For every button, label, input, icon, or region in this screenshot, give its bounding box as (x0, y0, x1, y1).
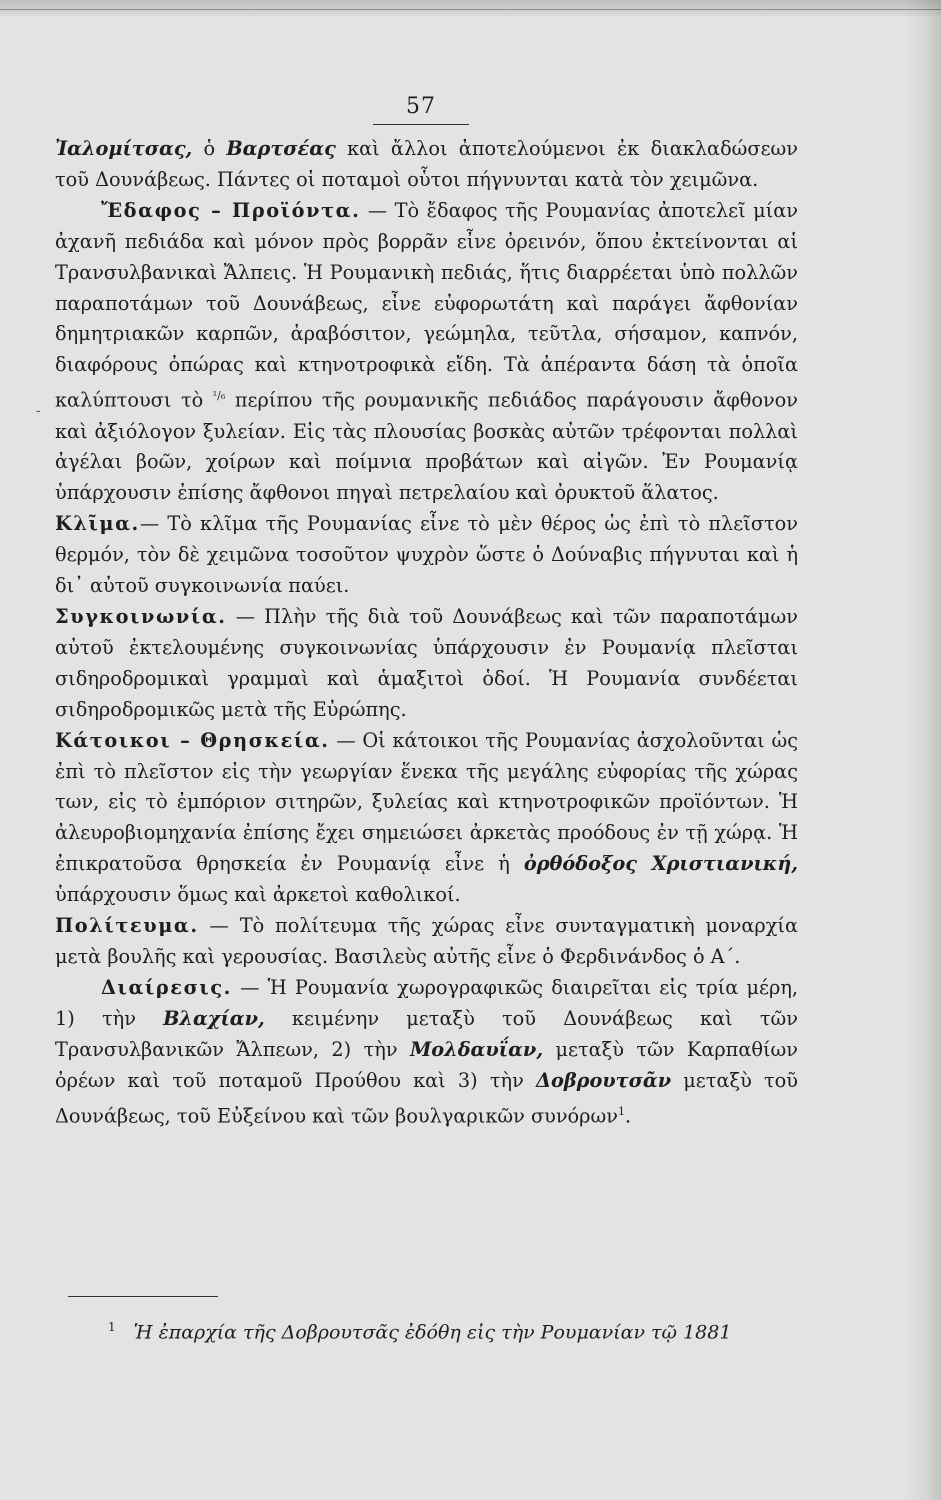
footnote-mark: 1 (108, 1320, 116, 1334)
footnote-rule (68, 1296, 218, 1297)
margin-mark: - (36, 403, 41, 419)
paragraph-communication: Συγκοινωνία. — Πλὴν τῆς διὰ τοῦ Δουνάβεως καὶ τῶν παραποτάμων αὐτοῦ ἐκτελουμένης συγκοινωνίας ὑπάρχουσιν ἐν Ρουμανίᾳ πλεῖσται σιδηροδρομικαὶ γραμμαὶ καὶ ἁμαξιτοὶ ὁδοί. Ἡ Ρουμανία συνδέεται σιδηροδρομικῶς μετὰ τῆς Εὐρώπης. (55, 605, 798, 721)
page-number-rule (373, 124, 469, 125)
river-name-bartseas: Βαρτσέας (226, 137, 336, 160)
fraction: ¹/₆ (212, 389, 226, 403)
paragraph-climate: Κλῖμα.— Τὸ κλῖμα τῆς Ρουμανίας εἶνε τὸ μὲν θέρος ὡς ἐπὶ τὸ πλεῖστον θερμόν, τὸν δὲ χειμῶνα τοσοῦτον ψυχρὸν ὥστε ὁ Δούναβις πήγνυται καὶ ἡ δι᾽ αὐτοῦ συγκοινωνία παύει. (55, 512, 798, 598)
section-heading-soil: Ἔδαφος – Προϊόντα. (101, 198, 361, 222)
region-dobruja: Δοβρουτσᾶν (536, 1068, 672, 1092)
body-text (55, 134, 798, 1132)
section-heading-government: Πολίτευμα. (55, 914, 199, 938)
section-heading-communication: Συγκοινωνία. (55, 605, 227, 629)
page-right-shadow (903, 0, 941, 1500)
region-wallachia: Βλαχίαν, (163, 1006, 265, 1030)
section-heading-climate: Κλῖμα. (55, 512, 140, 536)
river-name-ialomitsa: Ἰαλομίτσας, (55, 137, 193, 160)
footnote-text: Ἡ ἐπαρχία τῆς Δοβρουτσᾶς ἐδόθη εἰς τὴν Ρουμανίαν τῷ 1881 (133, 1321, 732, 1344)
paragraph-inhabitants-religion: Κάτοικοι – Θρησκεία. — Οἱ κάτοικοι τῆς Ρουμανίας ἀσχολοῦνται ὡς ἐπὶ τὸ πλεῖστον εἰς τὴν γεωργίαν ἕνεκα τῆς μεγάλης εὐφορίας τῆς χώρας των, εἰς τὸ ἐμπόριον σιτηρῶν, ξυλείας καὶ κτηνοτροφικῶν προϊόντων. Ἡ ἀλευροβιομηχανία ἐπίσης ἔχει σημειώσει ἀρκετὰς προόδους ἐν τῇ χώρᾳ. Ἡ ἐπικρατοῦσα θρησκεία ἐν Ρουμανίᾳ εἶνε ἡ ὀρθόδοξος Χριστιανική, ὑπάρχουσιν ὅμως καὶ ἀρκετοὶ καθολικοί. (55, 728, 798, 907)
page-number: 57 (406, 94, 436, 119)
paragraph-rivers: Ἰαλομίτσας, ὁ Βαρτσέας καὶ ἄλλοι ἀποτελούμενοι ἐκ διακλαδώσεων τοῦ Δουνάβεως. Πάντες οἱ ποταμοὶ οὗτοι πήγνυνται κατὰ τὸν χειμῶνα. (55, 137, 798, 191)
paragraph-soil-products: Ἔδαφος – Προϊόντα. — Τὸ ἔδαφος τῆς Ρουμανίας ἀποτελεῖ μίαν ἀχανῆ πεδιάδα καὶ μόνον πρὸς βορρᾶν εἶνε ὀρεινόν, ὅπου ἐκτείνονται αἱ Τρανσυλβανικαὶ Ἄλπεις. Ἡ Ρουμανικὴ πεδιάς, ἥτις διαρρέεται ὑπὸ πολλῶν παραποτάμων τοῦ Δουνάβεως, εἶνε εὐφορωτάτη καὶ παράγει ἄφθονίαν δημητριακῶν καρπῶν, ἀραβόσιτον, γεώμηλα, τεῦτλα, σήσαμον, καπνόν, διαφόρους ὀπώρας καὶ κτηνοτροφικὰ εἴδη. Τὰ ἀπέραντα δάση τὰ ὁποῖα καλύπτουσι τὸ $^{^1/_6}$ περίπου τῆς ρουμανικῆς πεδιάδος παράγουσιν ἄφθονον καὶ ἀξιόλογον ξυλείαν. Εἰς τὰς πλουσίας βοσκὰς αὐτῶν τρέφονται πολλαὶ ἀγέλαι βοῶν, χοίρων καὶ ποίμνια προβάτων καὶ αἰγῶν. Ἐν Ρουμανίᾳ ὑπάρχουσιν ἐπίσης ἄφθονοι πηγαὶ πετρελαίου καὶ ὀρυκτοῦ ἅλατος. (55, 198, 799, 505)
emphasis-orthodox: ὀρθόδοξος Χριστιανική, (523, 852, 798, 876)
footnote-reference: 1 (617, 1104, 625, 1118)
paragraph-government: Πολίτευμα. — Τὸ πολίτευμα τῆς χώρας εἶνε συνταγματικὴ μοναρχία μετὰ βουλῆς καὶ γερουσίας. Βασιλεὺς αὐτῆς εἶνε ὁ Φερδινάνδος ὁ Α΄. (55, 914, 798, 968)
section-heading-divisions: Διαίρεσις. (101, 975, 233, 999)
paragraph-divisions: Διαίρεσις. — Ἡ Ρουμανία χωρογραφικῶς διαιρεῖται εἰς τρία μέρη, 1) τὴν Βλαχίαν, κειμένην μεταξὺ τοῦ Δουνάβεως καὶ τῶν Τρανσυλβανικῶν Ἄλπεων, 2) τὴν Μολδαυΐαν, μεταξὺ τῶν Καρπαθίων ὀρέων καὶ τοῦ ποταμοῦ Προύθου καὶ 3) τὴν Δοβρουτσᾶν μεταξὺ τοῦ Δουνάβεως, τοῦ Εὐξείνου καὶ τῶν βουλγαρικῶν συνόρων$^1$. (55, 975, 798, 1127)
footnote (108, 1313, 798, 1346)
section-heading-inhabitants: Κάτοικοι – Θρησκεία. (55, 728, 330, 752)
page-top-edge (0, 0, 941, 16)
region-moldavia: Μολδαυΐαν, (409, 1037, 544, 1061)
